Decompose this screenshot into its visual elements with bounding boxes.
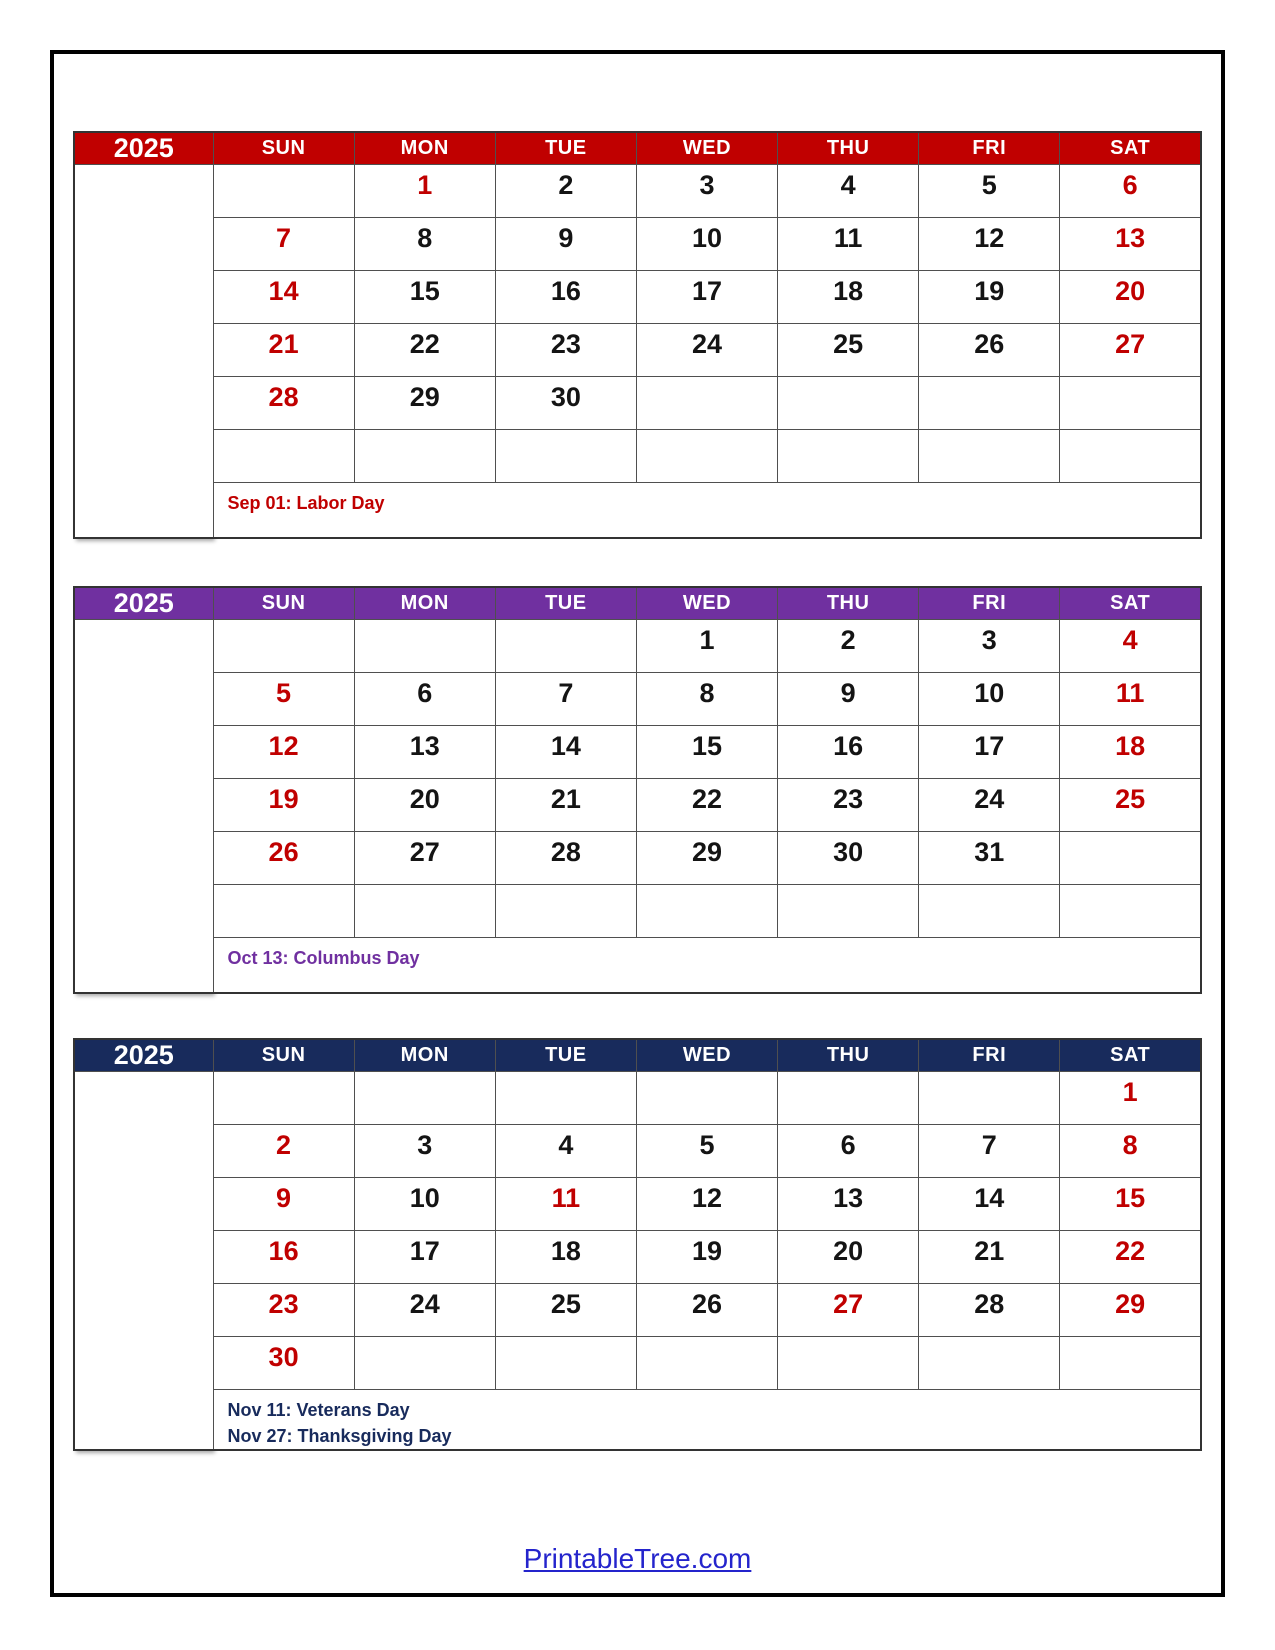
date-cell: 30: [495, 377, 636, 430]
date-cell: [495, 430, 636, 483]
month-sidebar: [74, 1072, 213, 1451]
date-cell: [919, 1337, 1060, 1390]
date-cell: [1060, 1337, 1201, 1390]
holiday-row: [74, 1390, 1201, 1451]
date-cell: 18: [495, 1231, 636, 1284]
date-cell: 3: [636, 165, 777, 218]
date-cell: 13: [1060, 218, 1201, 271]
date-cell: [919, 1072, 1060, 1125]
date-cell: [1060, 377, 1201, 430]
date-cell: 13: [778, 1178, 919, 1231]
date-cell: 18: [778, 271, 919, 324]
date-cell: 16: [495, 271, 636, 324]
date-cell: 31: [919, 832, 1060, 885]
date-cell: 10: [919, 673, 1060, 726]
date-cell: [495, 620, 636, 673]
date-cell: 11: [1060, 673, 1201, 726]
date-cell: 21: [213, 324, 354, 377]
date-cell: 14: [919, 1178, 1060, 1231]
date-cell: 10: [354, 1178, 495, 1231]
month-name-label: September: [117, 170, 171, 446]
holiday-note: Sep 01: Labor Day: [227, 493, 385, 513]
date-cell: 15: [354, 271, 495, 324]
date-cell: 6: [778, 1125, 919, 1178]
year-label: 2025: [74, 1039, 213, 1072]
date-cell: 22: [354, 324, 495, 377]
calendar-header-row: [74, 1039, 1201, 1072]
date-cell: 1: [354, 165, 495, 218]
date-cell: [1060, 885, 1201, 938]
date-cell: 7: [919, 1125, 1060, 1178]
date-cell: [636, 377, 777, 430]
day-header-sat: SAT: [1060, 132, 1201, 165]
date-cell: 9: [213, 1178, 354, 1231]
date-cell: 1: [636, 620, 777, 673]
holiday-note: Nov 27: Thanksgiving Day: [227, 1426, 452, 1447]
day-header-tue: TUE: [495, 587, 636, 620]
date-cell: 16: [213, 1231, 354, 1284]
date-cell: 9: [778, 673, 919, 726]
day-header-sun: SUN: [213, 1039, 354, 1072]
november-calendar: [73, 1038, 1202, 1451]
date-cell: 24: [636, 324, 777, 377]
date-cell: [778, 1337, 919, 1390]
date-cell: 24: [919, 779, 1060, 832]
date-cell: 21: [495, 779, 636, 832]
date-cell: 25: [1060, 779, 1201, 832]
date-cell: 18: [1060, 726, 1201, 779]
date-cell: [213, 430, 354, 483]
date-cell: 8: [1060, 1125, 1201, 1178]
day-header-mon: MON: [354, 1039, 495, 1072]
day-header-tue: TUE: [495, 132, 636, 165]
date-cell: [1060, 832, 1201, 885]
date-cell: 14: [495, 726, 636, 779]
date-cell: 22: [1060, 1231, 1201, 1284]
date-cell: [919, 377, 1060, 430]
date-cell: 22: [636, 779, 777, 832]
date-cell: [213, 165, 354, 218]
holiday-cell: [213, 1390, 1201, 1451]
holiday-row: [74, 483, 1201, 538]
date-cell: 13: [354, 726, 495, 779]
date-cell: [778, 377, 919, 430]
date-cell: [636, 1072, 777, 1125]
date-cell: 4: [1060, 620, 1201, 673]
day-header-fri: FRI: [919, 587, 1060, 620]
date-cell: 19: [919, 271, 1060, 324]
date-cell: 5: [919, 165, 1060, 218]
date-cell: 20: [778, 1231, 919, 1284]
holiday-note: Oct 13: Columbus Day: [227, 948, 420, 968]
date-cell: [354, 1072, 495, 1125]
day-header-sat: SAT: [1060, 1039, 1201, 1072]
date-cell: 30: [778, 832, 919, 885]
month-sidebar: [74, 620, 213, 993]
day-header-tue: TUE: [495, 1039, 636, 1072]
day-header-fri: FRI: [919, 1039, 1060, 1072]
date-cell: 26: [213, 832, 354, 885]
day-header-wed: WED: [636, 1039, 777, 1072]
date-cell: [919, 430, 1060, 483]
calendar-header-row: [74, 132, 1201, 165]
holiday-cell: [213, 483, 1201, 538]
date-cell: [636, 430, 777, 483]
september-calendar: [73, 131, 1202, 539]
date-cell: 27: [778, 1284, 919, 1337]
date-cell: 20: [354, 779, 495, 832]
date-cell: [213, 620, 354, 673]
day-header-wed: WED: [636, 132, 777, 165]
footer-link[interactable]: PrintableTree.com: [523, 1543, 752, 1574]
date-cell: 29: [636, 832, 777, 885]
holiday-note: Nov 11: Veterans Day: [227, 1400, 410, 1420]
date-cell: 15: [1060, 1178, 1201, 1231]
year-label: 2025: [74, 132, 213, 165]
date-cell: 10: [636, 218, 777, 271]
date-cell: 12: [636, 1178, 777, 1231]
date-cell: [495, 1072, 636, 1125]
date-cell: 15: [636, 726, 777, 779]
holiday-cell: [213, 938, 1201, 993]
date-cell: 19: [636, 1231, 777, 1284]
date-cell: [354, 885, 495, 938]
date-cell: [495, 1337, 636, 1390]
day-header-thu: THU: [778, 132, 919, 165]
month-name-label: October: [117, 625, 171, 831]
date-cell: 3: [354, 1125, 495, 1178]
date-cell: [213, 885, 354, 938]
date-cell: [354, 1337, 495, 1390]
date-cell: 8: [354, 218, 495, 271]
day-header-wed: WED: [636, 587, 777, 620]
date-cell: 9: [495, 218, 636, 271]
day-header-thu: THU: [778, 587, 919, 620]
date-cell: 20: [1060, 271, 1201, 324]
calendar-header-row: [74, 587, 1201, 620]
october-calendar: [73, 586, 1202, 994]
month-name-label: November: [117, 1077, 171, 1336]
date-cell: 8: [636, 673, 777, 726]
date-cell: 12: [919, 218, 1060, 271]
date-cell: 28: [495, 832, 636, 885]
date-cell: 26: [636, 1284, 777, 1337]
date-cell: 21: [919, 1231, 1060, 1284]
date-cell: 5: [636, 1125, 777, 1178]
date-cell: 2: [495, 165, 636, 218]
date-cell: 26: [919, 324, 1060, 377]
date-cell: 23: [778, 779, 919, 832]
date-cell: 6: [1060, 165, 1201, 218]
date-cell: [354, 620, 495, 673]
date-cell: 12: [213, 726, 354, 779]
year-label: 2025: [74, 587, 213, 620]
holiday-row: [74, 938, 1201, 993]
date-cell: 24: [354, 1284, 495, 1337]
day-header-mon: MON: [354, 132, 495, 165]
date-cell: 11: [778, 218, 919, 271]
day-header-fri: FRI: [919, 132, 1060, 165]
date-cell: 3: [919, 620, 1060, 673]
day-header-sun: SUN: [213, 132, 354, 165]
footer: [0, 1543, 1275, 1575]
date-cell: 1: [1060, 1072, 1201, 1125]
date-cell: [1060, 430, 1201, 483]
date-cell: 25: [778, 324, 919, 377]
date-cell: 17: [354, 1231, 495, 1284]
date-cell: 2: [778, 620, 919, 673]
day-header-thu: THU: [778, 1039, 919, 1072]
date-cell: 19: [213, 779, 354, 832]
date-cell: 6: [354, 673, 495, 726]
date-cell: [778, 1072, 919, 1125]
date-cell: [636, 1337, 777, 1390]
date-cell: 29: [1060, 1284, 1201, 1337]
date-cell: 25: [495, 1284, 636, 1337]
date-cell: 7: [213, 218, 354, 271]
month-sidebar: [74, 165, 213, 538]
date-cell: 23: [213, 1284, 354, 1337]
date-cell: 27: [1060, 324, 1201, 377]
date-cell: [919, 885, 1060, 938]
date-cell: 30: [213, 1337, 354, 1390]
date-cell: 29: [354, 377, 495, 430]
date-cell: 16: [778, 726, 919, 779]
date-cell: [495, 885, 636, 938]
date-cell: [778, 430, 919, 483]
date-cell: 5: [213, 673, 354, 726]
date-cell: 2: [213, 1125, 354, 1178]
date-cell: 17: [919, 726, 1060, 779]
date-cell: [778, 885, 919, 938]
date-cell: 23: [495, 324, 636, 377]
date-cell: [213, 1072, 354, 1125]
date-cell: 28: [213, 377, 354, 430]
date-cell: 28: [919, 1284, 1060, 1337]
date-cell: [636, 885, 777, 938]
day-header-mon: MON: [354, 587, 495, 620]
date-cell: 4: [495, 1125, 636, 1178]
date-cell: [354, 430, 495, 483]
day-header-sat: SAT: [1060, 587, 1201, 620]
date-cell: 14: [213, 271, 354, 324]
date-cell: 11: [495, 1178, 636, 1231]
date-cell: 27: [354, 832, 495, 885]
date-cell: 4: [778, 165, 919, 218]
date-cell: 17: [636, 271, 777, 324]
day-header-sun: SUN: [213, 587, 354, 620]
date-cell: 7: [495, 673, 636, 726]
